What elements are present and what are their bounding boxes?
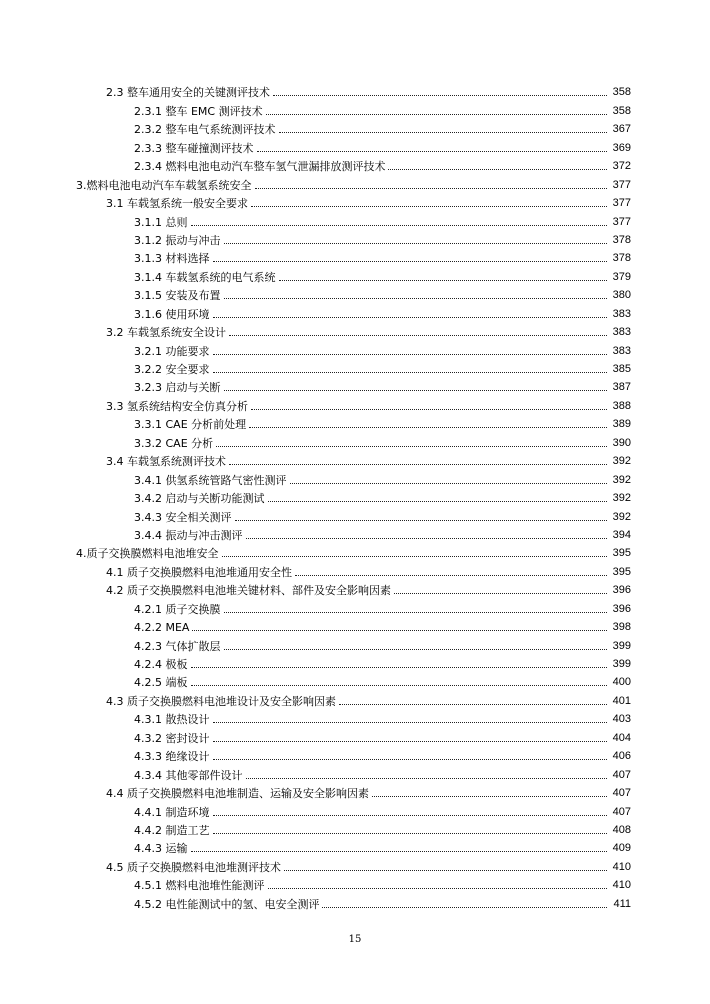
dot-leader [224,390,608,391]
toc-entry-title: 4.2.3 气体扩散层 [134,639,221,653]
toc-entry[interactable] [0,376,710,394]
toc-entry-title: 2.3.3 整车碰撞测评技术 [134,141,254,155]
toc-entry-page-number: 377 [612,197,631,210]
toc-entry[interactable] [0,726,710,744]
toc-entry-title: 3.4.1 供氢系统管路气密性测评 [134,473,287,487]
dot-leader [279,132,608,133]
dot-leader [224,649,608,650]
toc-entry-title: 3.2 车载氢系统安全设计 [106,326,226,340]
toc-entry-page-number: 392 [612,455,631,468]
toc-entry[interactable] [0,874,710,892]
toc-entry-title: 3.3.2 CAE 分析 [134,436,214,450]
toc-entry[interactable] [0,616,710,634]
toc-entry-title: 4.质子交换膜燃料电池堆安全 [76,547,219,561]
toc-entry-page-number: 392 [612,473,631,486]
toc-entry-title: 2.3.2 整车电气系统测评技术 [134,123,276,137]
toc-entry[interactable] [0,653,710,671]
toc-entry-page-number: 394 [612,528,631,541]
toc-entry-title: 4.2 质子交换膜燃料电池堆关键材料、部件及安全影响因素 [106,584,391,598]
dot-leader [213,741,608,742]
toc-entry-title: 4.3.3 绝缘设计 [134,750,210,764]
toc-entry-title: 3.1.4 车载氢系统的电气系统 [134,270,276,284]
toc-entry-title: 4.2.5 端板 [134,676,188,690]
dot-leader [213,354,608,355]
toc-entry-title: 3.4.4 振动与冲击测评 [134,528,243,542]
toc-entry[interactable] [0,800,710,818]
toc-entry[interactable] [0,302,710,320]
toc-entry-title: 2.3.1 整车 EMC 测评技术 [134,104,263,118]
toc-entry[interactable] [0,136,710,154]
dot-leader [229,335,607,336]
toc-entry[interactable] [0,192,710,210]
toc-entry-title: 4.2.4 极板 [134,658,188,671]
toc-entry-page-number: 367 [612,123,631,136]
toc-entry-page-number: 388 [612,399,631,412]
dot-leader [213,759,608,760]
dot-leader [213,722,608,723]
toc-entry-page-number: 385 [612,363,631,375]
toc-entry[interactable] [0,284,710,302]
dot-leader [268,888,608,889]
toc-entry[interactable] [0,229,710,247]
toc-entry[interactable] [0,837,710,855]
toc-entry[interactable] [0,247,710,265]
toc-entry[interactable] [0,763,710,781]
dot-leader [213,261,608,262]
toc-entry-title: 3.燃料电池电动汽车车载氢系统安全 [76,178,252,192]
toc-entry-page-number: 407 [612,787,631,800]
toc-entry-page-number: 403 [612,713,631,726]
toc-entry-title: 4.3.2 密封设计 [134,731,210,745]
toc-entry[interactable] [0,855,710,873]
toc-entry-page-number: 401 [612,694,631,707]
toc-entry-page-number: 379 [612,270,631,283]
toc-entry-page-number: 387 [612,381,631,394]
toc-entry-title: 4.5 质子交换膜燃料电池堆测评技术 [106,860,281,874]
dot-leader [279,280,608,281]
toc-entry[interactable] [0,524,710,542]
toc-entry-title: 2.3 整车通用安全的关键测评技术 [106,86,270,100]
toc-entry-page-number: 396 [612,584,631,597]
toc-entry-page-number: 407 [612,805,631,818]
toc-entry-page-number: 399 [612,639,631,652]
toc-entry-page-number: 389 [612,418,631,431]
toc-entry[interactable] [0,505,710,523]
dot-leader [251,206,607,207]
toc-entry-title: 3.1.3 材料选择 [134,252,210,266]
toc-entry[interactable] [0,689,710,707]
toc-entry-title: 4.3 质子交换膜燃料电池堆设计及安全影响因素 [106,694,336,708]
toc-entry[interactable] [0,579,710,597]
toc-entry-page-number: 406 [612,750,631,763]
toc-entry[interactable] [0,560,710,578]
dot-leader [213,317,608,318]
toc-entry[interactable] [0,413,710,431]
dot-leader [235,520,608,521]
toc-entry-title: 3.1 车载氢系统一般安全要求 [106,197,248,211]
toc-entry-title: 3.4 车载氢系统测评技术 [106,455,226,469]
toc-entry-page-number: 410 [612,860,631,873]
toc-entry[interactable] [0,892,710,910]
toc-entry-title: 3.1.2 振动与冲击 [134,233,221,247]
toc-entry[interactable] [0,339,710,357]
dot-leader [273,95,607,96]
toc-entry-page-number: 372 [612,160,631,173]
dot-leader [246,778,608,779]
toc-entry[interactable] [0,782,710,800]
toc-entry-title: 4.2.1 质子交换膜 [134,602,221,616]
dot-leader [224,243,608,244]
toc-entry-title: 2.3.4 燃料电池电动汽车整车氢气泄漏排放测评技术 [134,160,386,174]
dot-leader [213,815,608,816]
toc-entry-title: 4.4.1 制造环境 [134,805,210,819]
dot-leader [213,833,608,834]
toc-entry[interactable] [0,634,710,652]
dot-leader [372,796,607,797]
toc-entry-page-number: 395 [612,547,631,560]
dot-leader [213,372,608,373]
toc-entry-page-number: 358 [612,104,631,117]
toc-entry[interactable] [0,542,710,560]
toc-entry-title: 3.2.3 启动与关断 [134,381,221,395]
toc-entry[interactable] [0,819,710,837]
dot-leader [224,612,608,613]
toc-entry-title: 4.4.2 制造工艺 [134,823,210,837]
toc-entry-title: 4.2.2 MEA [134,621,190,635]
toc-entry-title: 3.1.1 总则 [134,215,188,229]
dot-leader [249,427,607,428]
dot-leader [255,188,608,189]
toc-entry-page-number: 390 [612,436,631,449]
toc-entry-page-number: 383 [612,344,631,357]
toc-entry-title: 4.5.2 电性能测试中的氢、电安全测评 [134,897,320,911]
toc-entry[interactable] [0,155,710,173]
dot-leader [222,556,608,557]
toc-entry-page-number: 377 [612,178,631,191]
dot-leader [246,538,608,539]
toc-entry-page-number: 409 [612,842,631,855]
dot-leader [229,464,607,465]
toc-entry-title: 4.3.1 散热设计 [134,713,210,727]
toc-entry-title: 4.4.3 运输 [134,842,188,856]
toc-entry-page-number: 400 [612,676,631,689]
toc-entry-title: 3.4.3 安全相关测评 [134,510,232,524]
toc-entry[interactable] [0,597,710,615]
dot-leader [191,851,608,852]
dot-leader [191,225,608,226]
dot-leader [394,593,607,594]
toc-entry-title: 4.5.1 燃料电池堆性能测评 [134,879,265,893]
toc-entry-page-number: 408 [612,823,631,836]
toc-entry-title: 4.3.4 其他零部件设计 [134,768,243,782]
dot-leader [216,446,607,447]
toc-entry[interactable] [0,468,710,486]
toc-entry-page-number: 358 [612,86,631,99]
toc-entry[interactable] [0,450,710,468]
toc-entry[interactable] [0,745,710,763]
toc-entry-page-number: 369 [612,141,631,154]
dot-leader [191,685,608,686]
toc-entry-title: 4.4 质子交换膜燃料电池堆制造、运输及安全影响因素 [106,787,369,801]
toc-entry[interactable] [0,173,710,191]
dot-leader [224,298,608,299]
toc-entry-page-number: 404 [612,731,631,744]
dot-leader [268,501,608,502]
toc-entry[interactable] [0,99,710,117]
toc-entry-page-number: 378 [612,233,631,246]
toc-entry-page-number: 407 [612,768,631,781]
toc-entry-title: 3.1.5 安装及布置 [134,289,221,303]
dot-leader [266,114,607,115]
toc-entry-page-number: 378 [612,252,631,265]
toc-entry[interactable] [0,118,710,136]
toc-entry-title: 3.3 氢系统结构安全仿真分析 [106,399,248,413]
toc-entry-page-number: 410 [612,879,631,892]
toc-entry[interactable] [0,265,710,283]
toc-entry[interactable] [0,487,710,505]
toc-entry-title: 3.2.2 安全要求 [134,363,210,376]
dot-leader [339,704,607,705]
toc-entry-page-number: 383 [612,326,631,339]
toc-entry[interactable] [0,81,710,99]
toc-entry-page-number: 399 [612,658,631,670]
table-of-contents [0,81,710,911]
dot-leader [191,667,608,668]
toc-entry[interactable] [0,671,710,689]
dot-leader [295,575,607,576]
toc-entry-page-number: 380 [612,289,631,302]
toc-entry-title: 3.1.6 使用环境 [134,307,210,321]
toc-entry[interactable] [0,431,710,449]
page-number: 15 [348,934,362,945]
toc-entry[interactable] [0,708,710,726]
toc-entry-title: 3.3.1 CAE 分析前处理 [134,418,247,432]
toc-entry-page-number: 398 [612,621,631,634]
toc-entry[interactable] [0,321,710,339]
toc-entry-title: 3.2.1 功能要求 [134,344,210,358]
toc-entry-title: 3.4.2 启动与关断功能测试 [134,492,265,506]
toc-entry[interactable] [0,358,710,376]
dot-leader [284,870,607,871]
toc-entry-page-number: 392 [612,510,631,523]
dot-leader [192,630,607,631]
toc-entry-page-number: 395 [612,565,631,578]
toc-entry[interactable] [0,210,710,228]
dot-leader [290,483,608,484]
toc-entry[interactable] [0,394,710,412]
dot-leader [251,409,607,410]
dot-leader [388,169,607,170]
toc-entry-page-number: 383 [612,307,631,320]
toc-entry-page-number: 396 [612,602,631,615]
dot-leader [322,907,607,908]
toc-entry-page-number: 411 [613,897,631,910]
dot-leader [257,151,608,152]
toc-entry-page-number: 392 [612,492,631,505]
toc-entry-page-number: 377 [612,215,631,228]
toc-entry-title: 4.1 质子交换膜燃料电池堆通用安全性 [106,565,292,579]
